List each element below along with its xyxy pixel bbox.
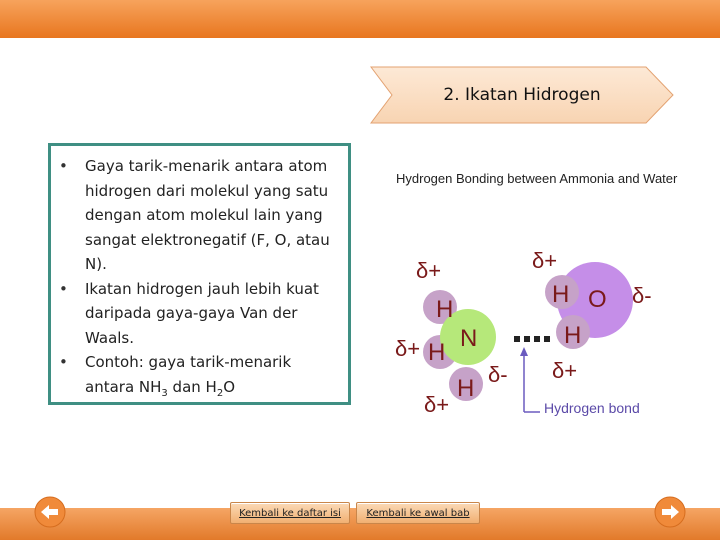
nitrogen-label: N [460, 325, 478, 352]
hydrogen-bond-label: Hydrogen bond [544, 400, 640, 416]
hydrogen-bond-figure [390, 160, 680, 425]
back-to-contents-link[interactable]: Kembali ke daftar isi [230, 502, 350, 524]
bond-dash [544, 336, 550, 342]
delta-minus-label: δ- [632, 283, 652, 308]
molecule-diagram [390, 160, 680, 425]
bond-dash [534, 336, 540, 342]
bullet-item: • Contoh: gaya tarik-menarik antara $NH_3$ dan $H_2O$ [55, 350, 344, 406]
delta-plus-label: δ+ [424, 392, 450, 417]
bullet-item: • Gaya tarik-menarik antara atom hidrogen dari molekul yang satu dengan atom molekul lain yang sangat elektronegatif (F, O, atau N). [55, 154, 344, 277]
figure-caption: Hydrogen Bonding between Ammonia and Water [396, 171, 678, 186]
page-title: 2. Ikatan Hidrogen [443, 85, 601, 105]
bullet-item: • Ikatan hidrogen jauh lebih kuat daripada gaya-gaya Van der Waals. [55, 277, 344, 351]
delta-plus-label: δ+ [416, 258, 442, 283]
delta-plus-label: δ+ [552, 358, 578, 383]
bond-dash [514, 336, 520, 342]
hydrogen-label: H [436, 296, 454, 323]
delta-plus-label: δ+ [532, 248, 558, 273]
delta-plus-label: δ+ [395, 336, 421, 361]
oxygen-label: O [588, 286, 607, 313]
delta-minus-label: δ- [488, 362, 508, 387]
content-box [48, 143, 351, 405]
bond-arrow-head [520, 347, 528, 356]
hydrogen-label: H [428, 339, 446, 366]
arrow-left-icon [34, 496, 66, 528]
arrow-right-icon [654, 496, 686, 528]
top-bar [0, 0, 720, 38]
hydrogen-label: H [457, 375, 475, 402]
prev-slide-button[interactable] [34, 496, 66, 528]
bond-dash [524, 336, 530, 342]
title-banner [370, 66, 674, 124]
hydrogen-label: H [552, 281, 570, 308]
back-to-chapter-start-link[interactable]: Kembali ke awal bab [356, 502, 480, 524]
bullet-list [51, 146, 348, 406]
next-slide-button[interactable] [654, 496, 686, 528]
hydrogen-label: H [564, 322, 582, 349]
